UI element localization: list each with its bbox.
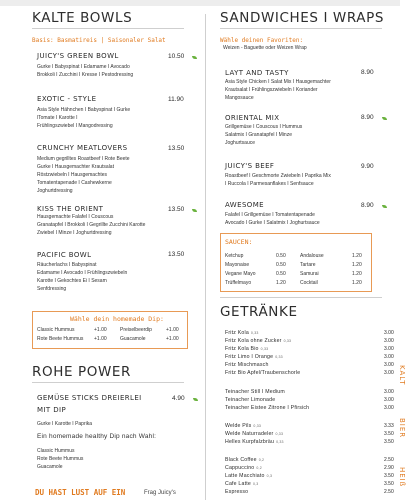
rohe-rule xyxy=(32,382,184,383)
drink-name: Teinacher Limonade xyxy=(225,397,276,403)
sauce-price: 0.50 xyxy=(276,253,286,259)
sauce-price: 1.20 xyxy=(352,271,362,277)
drink-price: 2.50 xyxy=(384,489,394,495)
sauce-name: Andalouse xyxy=(300,253,324,259)
drink-price: 3.50 xyxy=(384,473,394,479)
drink-name: Black Coffee 0,2 xyxy=(225,457,265,463)
sandwich-desc-line: Asia Style Chicken I Salat Mix I Hausgemachter xyxy=(225,79,331,85)
sandwiches-heading: SANDWICHES I WRAPS xyxy=(220,10,385,26)
sauce-name: Vegane Mayo xyxy=(225,271,256,277)
drink-name: Latte Macchiato 0,3 xyxy=(225,473,273,479)
sandwich-name: ORIENTAL MIX xyxy=(225,114,280,122)
bowl-price: 13.50 xyxy=(168,145,185,152)
sandwich-desc-line: Krautsalat I Frühlingszwiebeln I Koriander xyxy=(225,87,318,93)
sauce-name: Mayonaise xyxy=(225,262,250,268)
drink-name: Helles Kurpfalzbräu 0,33 xyxy=(225,439,284,445)
dip-box-title: Wähle dein homemade Dip: xyxy=(70,315,164,323)
drink-price: 2.90 xyxy=(384,465,394,471)
sandwich-desc-line: Salatmix I Granatapfel I Minze xyxy=(225,132,292,138)
bowl-price: 11.90 xyxy=(168,96,184,103)
kalt-side-label: KALT xyxy=(398,365,406,386)
drink-name: Fritz Kola Bio 0,33 xyxy=(225,346,269,352)
sandwich-desc-line: Grillgemüse I Couscous I Hummus xyxy=(225,124,303,130)
drink-price: 3.00 xyxy=(384,397,394,403)
bowl-name: KISS THE ORIENT xyxy=(37,205,104,213)
drink-name: Fritz Kola 0,33 xyxy=(225,330,259,336)
sauce-price: 1.20 xyxy=(352,253,362,259)
sauce-name: Tartare xyxy=(300,262,316,268)
sticks-name: GEMÜSE STICKS DREIERLEI xyxy=(37,394,142,402)
sandwich-price: 8.90 xyxy=(361,114,374,121)
sandwich-desc-line: Falafel I Grillgemüse I Tomatentapenade xyxy=(225,212,315,218)
drink-name: Fritz Bio Apfel/Traubenschorle xyxy=(225,370,301,376)
column-divider xyxy=(205,14,206,500)
drink-name: Fritz Mischmasch xyxy=(225,362,269,368)
bier-side-label: BIER xyxy=(398,418,406,439)
bowl-name: EXOTIC - STYLE xyxy=(37,95,97,103)
drink-price: 3.50 xyxy=(384,431,394,437)
left-column xyxy=(32,0,192,500)
bowl-desc-line: Räucherlachs I Babyspinat xyxy=(37,262,97,268)
sandwich-desc-line: Roastbeef I Geschmorte Zwiebeln I Paprika Mix xyxy=(225,173,331,179)
bowl-desc-line: Gurke I Hausgemachter Krautsalat xyxy=(37,164,114,170)
bowl-desc-line: Medium gegrilltes Roastbeef I Rote Beete xyxy=(37,156,130,162)
bowl-desc-line: Karotte I Gekochtes Ei I Sesam xyxy=(37,278,107,284)
bowl-price: 10.50 xyxy=(168,53,185,60)
promo-frag-juicys: Frag Juicy's xyxy=(144,490,176,496)
kalte-bowls-heading: KALTE BOWLS xyxy=(32,10,133,26)
bowl-desc-line: Brokkoli I Zucchini I Kresse I Pestodressing xyxy=(37,72,134,78)
drink-name: Fritz Limo I Orange 0,33 xyxy=(225,354,283,360)
bowl-desc-line: Hausgemachte Falafel I Couscous xyxy=(37,214,114,220)
drink-price: 3.00 xyxy=(384,346,394,352)
sandwich-desc-line: I Ruccola I Parmesanflakes I Senfsauce xyxy=(225,181,314,187)
dip-option: Rote Beete Hummus xyxy=(37,336,84,342)
right-column xyxy=(220,0,406,500)
vegan-leaf-icon xyxy=(192,56,197,59)
drink-price: 3.00 xyxy=(384,330,394,336)
drink-price: 2.50 xyxy=(384,457,394,463)
dip-option: Classic Hummus xyxy=(37,327,75,333)
drink-name: Welde Naturradeler 0,33 xyxy=(225,431,284,437)
bowl-desc-line: Granatapfel I Brokkoli I Gegrillte Zucchini Karotte xyxy=(37,222,146,228)
vegan-leaf-icon xyxy=(382,117,387,120)
vegan-leaf-icon xyxy=(193,398,198,401)
bowl-desc-line: Asia Style Hähnchen I Babyspinat I Gurke xyxy=(37,107,131,113)
dip-price: +1.00 xyxy=(94,327,107,333)
bowl-price: 13.50 xyxy=(168,251,185,258)
promo-text: DU HAST LUST AUF EIN xyxy=(35,488,126,497)
drink-name: Welde Pils 0,33 xyxy=(225,423,262,429)
sticks-desc: Gurke I Karotte I Paprika xyxy=(37,421,93,427)
bowl-desc-line: Senfdressing xyxy=(37,286,67,292)
sticks-option: Guacamole xyxy=(37,464,63,470)
drink-price: 3.00 xyxy=(384,389,394,395)
getraenke-heading: GETRÄNKE xyxy=(220,304,298,320)
sandwiches-bread-options: Weizen - Baguette oder Weizen Wrap xyxy=(223,45,307,51)
sandwich-name: LAYT AND TASTY xyxy=(225,69,289,77)
drink-name: Teinacher Eistee Zitrone I Pfirsich xyxy=(225,405,310,411)
dip-price: +1.00 xyxy=(94,336,107,342)
sauce-price: 1.20 xyxy=(352,262,362,268)
drink-name: Fritz Kola ohne Zucker 0,33 xyxy=(225,338,292,344)
bowl-desc-line: Zwiebel I Minze I Joghurtdressing xyxy=(37,230,112,236)
drink-price: 3.00 xyxy=(384,370,394,376)
sauce-price: 0.50 xyxy=(276,262,286,268)
dip-option: Preiselbeerdip xyxy=(120,327,152,333)
sandwiches-rule xyxy=(220,28,382,29)
sauce-price: 0.50 xyxy=(276,271,286,277)
sandwiches-favorite-note: Wähle deinen Favoriten: xyxy=(220,37,304,44)
dip-option: Guacamole xyxy=(120,336,146,342)
bowl-desc-line: Röstzwiebeln I Hausgemachtes xyxy=(37,172,108,178)
bowl-name: CRUNCHY MEATLOVERS xyxy=(37,144,128,152)
sandwich-desc-line: Joghurtsauce xyxy=(225,140,256,146)
sandwich-desc-line: Mangosauce xyxy=(225,95,254,101)
drink-name: Cappuccino 0,2 xyxy=(225,465,262,471)
sauce-price: 1.20 xyxy=(276,280,286,286)
sauce-name: Ketchup xyxy=(225,253,244,259)
sauce-name: Trüffelmayo xyxy=(225,280,252,286)
bowl-name: PACIFIC BOWL xyxy=(37,251,92,259)
drink-name: Espresso xyxy=(225,489,249,495)
sticks-sub: Ein homemade healthy Dip nach Wahl: xyxy=(37,433,157,440)
sauce-name: Samurai xyxy=(300,271,319,277)
kalte-rule xyxy=(32,28,184,29)
bowl-name: JUICY'S GREEN BOWL xyxy=(37,52,119,60)
drink-price: 3.00 xyxy=(384,405,394,411)
sticks-price: 4.90 xyxy=(172,395,185,402)
sandwich-price: 9.90 xyxy=(361,163,374,170)
sandwich-price: 8.90 xyxy=(361,69,374,76)
sandwich-price: 8.90 xyxy=(361,202,374,209)
vegan-leaf-icon xyxy=(192,209,197,212)
bowl-desc-line: Frühlingszwiebel I Mangodressing xyxy=(37,123,113,129)
sticks-option: Rote Beete Hummus xyxy=(37,456,84,462)
drink-price: 3.00 xyxy=(384,362,394,368)
dip-price: +1.00 xyxy=(166,336,179,342)
drink-name: Teinacher Still I Medium xyxy=(225,389,285,395)
bowl-desc-line: Gurke I Babyspinat I Edamame I Avocado xyxy=(37,64,130,70)
drink-price: 3.33 xyxy=(384,423,394,429)
heiss-side-label: HEIß xyxy=(398,467,406,488)
rohe-power-heading: ROHE POWER xyxy=(32,364,132,380)
sauce-name: Cocktail xyxy=(300,280,318,286)
sticks-option: Classic Hummus xyxy=(37,448,75,454)
bowl-desc-line: lTomate I Karotte I xyxy=(37,115,78,121)
saucen-bottom-rule xyxy=(220,297,382,298)
sauce-price: 1.20 xyxy=(352,280,362,286)
drink-price: 3.50 xyxy=(384,481,394,487)
kalte-basis-note: Basis: Basmatireis | Saisonaler Salat xyxy=(32,37,166,44)
drink-price: 3.00 xyxy=(384,354,394,360)
bowl-desc-line: Joghurtdressing xyxy=(37,188,73,194)
sandwich-name: AWESOME xyxy=(225,201,264,209)
bowl-desc-line: Edamame I Avocado I Frühlingszwiebeln xyxy=(37,270,128,276)
vegan-leaf-icon xyxy=(382,205,387,208)
bowl-desc-line: Tomatentapenade I Cashewkerne xyxy=(37,180,112,186)
sandwich-desc-line: Avocado I Gurke I Salatmix I Joghurtsauce xyxy=(225,220,320,226)
sticks-name-2: MIT DIP xyxy=(37,406,67,414)
saucen-title: SAUCEN: xyxy=(225,238,253,246)
sandwich-name: JUICY'S BEEF xyxy=(225,162,275,170)
dip-price: +1.00 xyxy=(166,327,179,333)
drink-name: Cafe Latte 0,3 xyxy=(225,481,259,487)
drink-price: 3.50 xyxy=(384,439,394,445)
bowl-price: 13.50 xyxy=(168,206,185,213)
drink-price: 3.00 xyxy=(384,338,394,344)
